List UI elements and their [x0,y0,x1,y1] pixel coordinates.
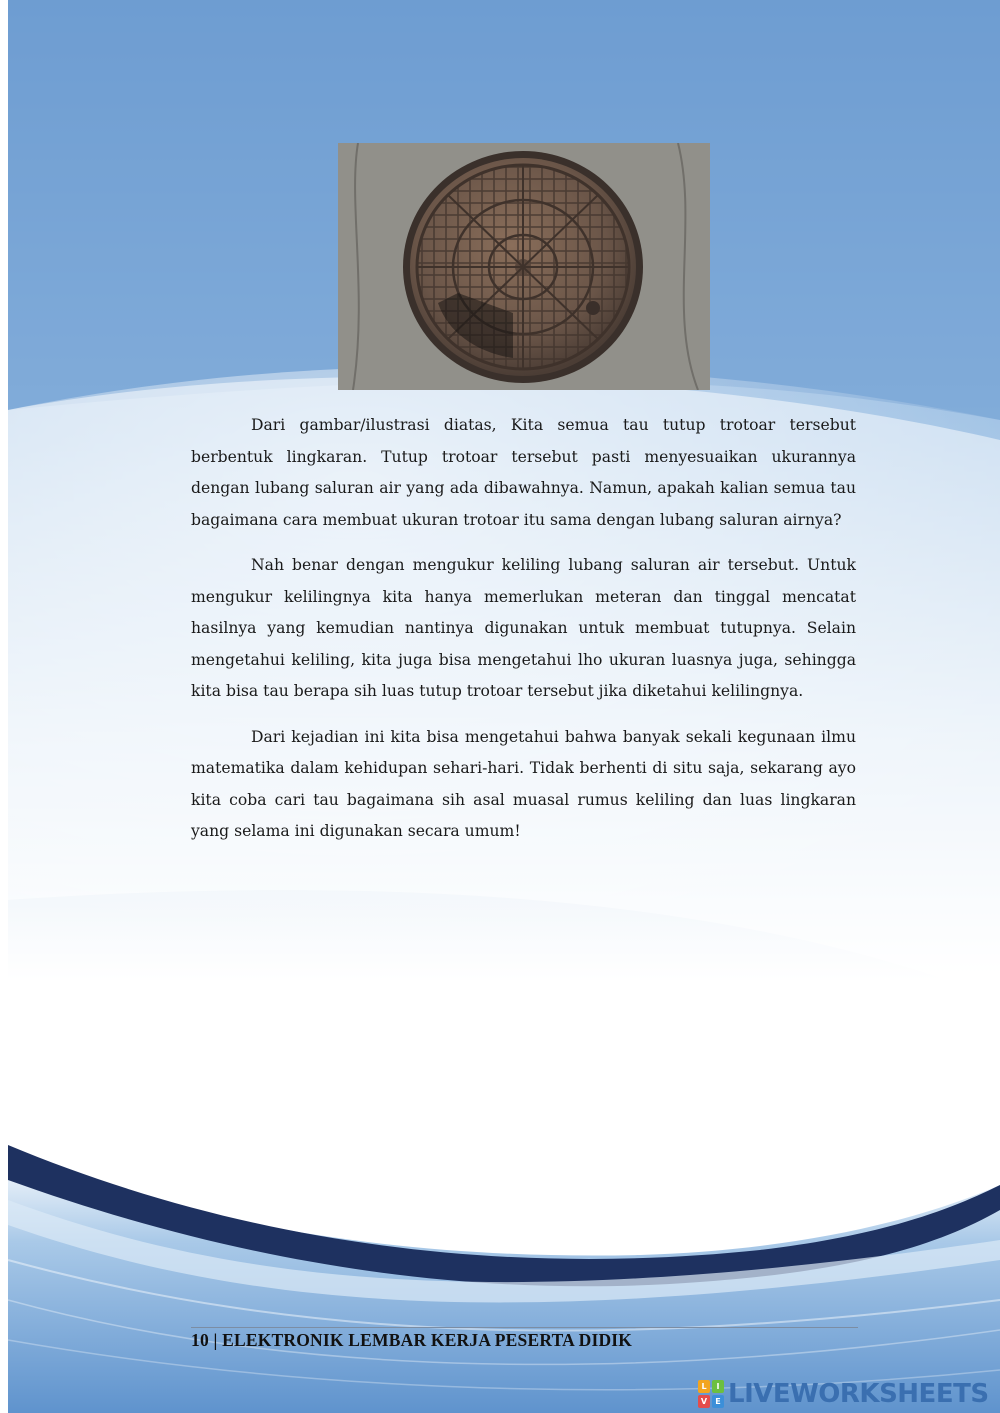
body-text [191,410,856,862]
liveworksheets-logo-icon: L I V E [698,1380,724,1408]
page-footer: 10 | ELEKTRONIK LEMBAR KERJA PESERTA DIDIK [191,1330,633,1350]
liveworksheets-watermark [698,1378,989,1410]
liveworksheets-text: LIVEWORKSHEETS [728,1379,989,1409]
paragraph-1: Dari gambar/ilustrasi diatas, Kita semua tau tutup trotoar tersebut berbentuk lingkaran. Tutup trotoar tersebut pasti menyesuaikan ukurannya dengan lubang saluran air yang ada dibawahnya. Namun, apakah kalian semua tau bagaimana cara membuat ukuran trotoar itu sama dengan lubang saluran airnya? [191,416,856,529]
paragraph-3: Dari kejadian ini kita bisa mengetahui bahwa banyak sekali kegunaan ilmu matematika dalam kehidupan sehari-hari. Tidak berhenti di situ saja, sekarang ayo kita coba cari tau bagaimana sih asal muasal rumus keliling dan luas lingkaran yang selama ini digunakan secara umum! [191,727,856,840]
manhole-cover-photo [338,143,710,390]
footer-divider [191,1327,858,1328]
paragraph-2: Nah benar dengan mengukur keliling lubang saluran air tersebut. Untuk mengukur kelilingnya kita hanya memerlukan meteran dan tinggal mencatat hasilnya yang kemudian nantinya digunakan untuk membuat tutupnya. Selain mengetahui keliling, kita juga bisa mengetahui lho ukuran luasnya juga, sehingga kita bisa tau berapa sih luas tutup trotoar tersebut jika diketahui kelilingnya. [191,556,856,700]
